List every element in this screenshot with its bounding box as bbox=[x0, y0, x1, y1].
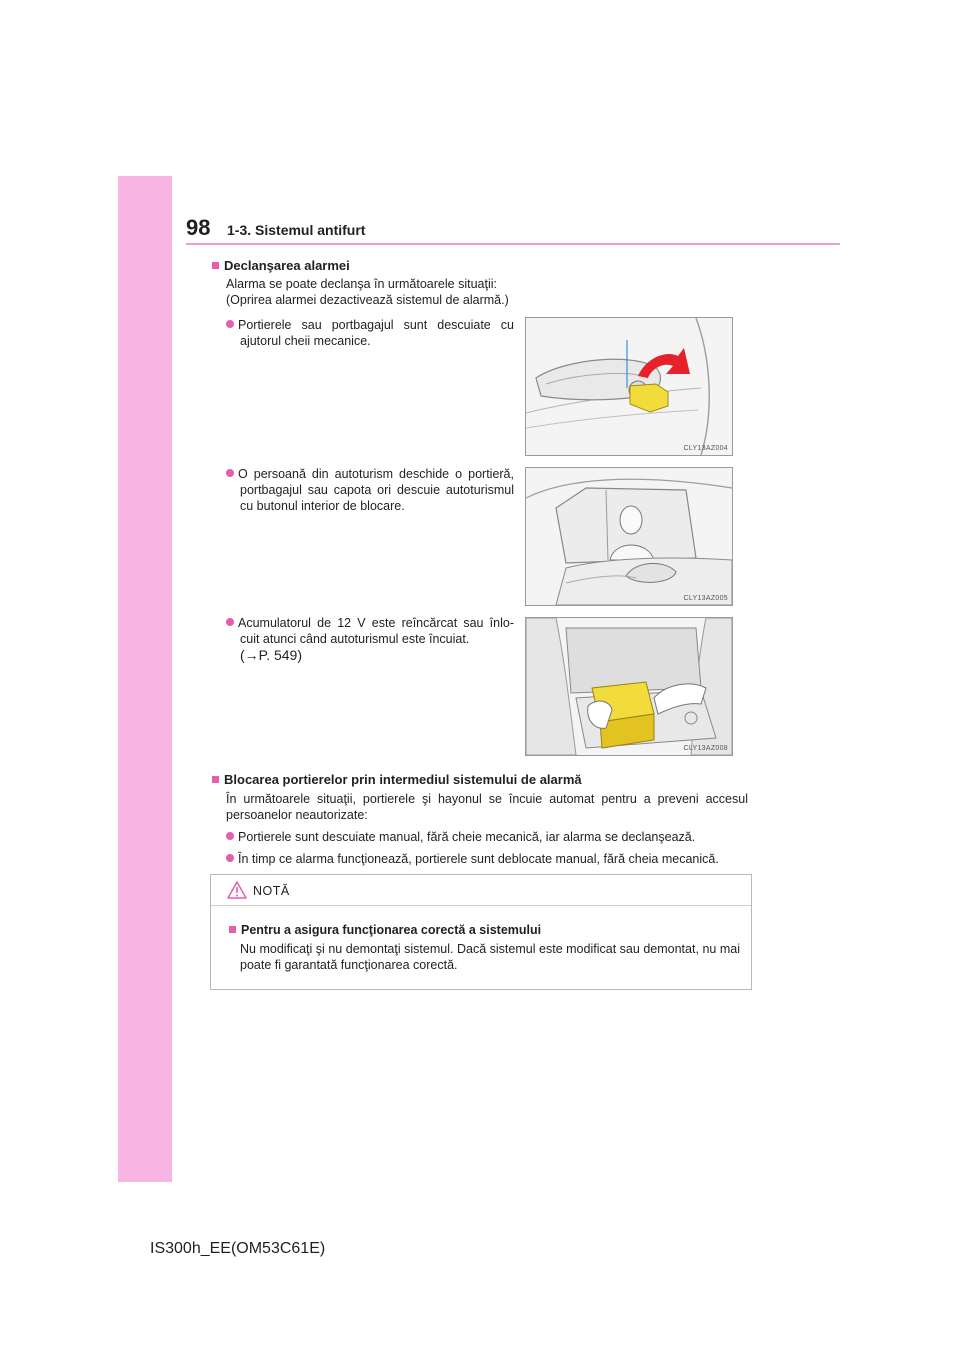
section-title: 1-3. Sistemul antifurt bbox=[227, 222, 366, 238]
alarm-trigger-intro bbox=[226, 276, 526, 308]
note-heading bbox=[229, 923, 541, 937]
figure-code: CLY13AZ005 bbox=[683, 595, 728, 602]
round-bullet-icon bbox=[226, 854, 234, 862]
note-label: NOTĂ bbox=[253, 884, 290, 898]
door-lock-bullet-1-text: Portierele sunt descuiate manual, fără cheie mecanică, iar alarma se declanşează. bbox=[238, 830, 696, 844]
square-bullet-icon bbox=[212, 262, 219, 269]
note-box bbox=[210, 874, 752, 990]
alarm-trigger-intro-line2: (Oprirea alarmei dezactivează sistemul de alarmă.) bbox=[226, 293, 509, 307]
trunk-battery-illustration bbox=[526, 618, 732, 755]
figure-code: CLY13AZ004 bbox=[683, 445, 728, 452]
figure-battery-trunk bbox=[525, 617, 733, 756]
door-lock-bullet-2 bbox=[226, 851, 748, 867]
chapter-sidebar-tab bbox=[118, 176, 172, 1182]
round-bullet-icon bbox=[226, 832, 234, 840]
round-bullet-icon bbox=[226, 618, 234, 626]
figure-person-inside-car bbox=[525, 467, 733, 606]
alarm-trigger-intro-line1: Alarma se poate declanşa în următoarele situaţii: bbox=[226, 277, 497, 291]
door-lock-intro: În următoarele situaţii, portierele şi hayonul se încuie automat pentru a preveni accesul persoanelor neautorizate: bbox=[226, 792, 748, 822]
figure-code: CLY13AZ008 bbox=[683, 745, 728, 752]
alarm-trigger-bullet-1 bbox=[226, 317, 514, 349]
alarm-trigger-bullet-3 bbox=[226, 615, 514, 663]
alarm-trigger-heading-text: Declanşarea alarmei bbox=[224, 258, 350, 273]
note-header bbox=[211, 875, 751, 906]
note-heading-text: Pentru a asigura funcţionarea corectă a sistemului bbox=[241, 923, 542, 937]
note-text: Nu modificaţi şi nu demontaţi sistemul. Dacă sistemul este modificat sau demontat, nu mai poate fi garantată funcţionarea corectă. bbox=[240, 942, 740, 972]
door-handle-illustration bbox=[526, 318, 732, 455]
square-bullet-icon bbox=[229, 926, 236, 933]
header-divider bbox=[186, 243, 840, 245]
warning-triangle-icon bbox=[227, 881, 247, 899]
bullet-2-text: O persoană din autoturism deschide o portieră, portbagajul sau capota ori descuie autoturismul cu butonul interior de blocare. bbox=[238, 467, 514, 513]
figure-mechanical-key-door bbox=[525, 317, 733, 456]
door-lock-bullet-1 bbox=[226, 829, 748, 845]
page-reference: (→P. 549) bbox=[240, 647, 302, 663]
page-number: 98 bbox=[186, 215, 211, 240]
alarm-trigger-heading bbox=[212, 258, 350, 273]
square-bullet-icon bbox=[212, 776, 219, 783]
car-interior-illustration bbox=[526, 468, 732, 605]
door-lock-bullet-2-text: În timp ce alarma funcţionează, portierele sunt deblocate manual, fără cheia mecanică. bbox=[238, 852, 719, 866]
bullet-3-text: Acumulatorul de 12 V este reîncărcat sau înlo-cuit atunci când autoturismul este încuiat. bbox=[238, 616, 514, 646]
door-lock-heading-text: Blocarea portierelor prin intermediul sistemului de alarmă bbox=[224, 772, 582, 787]
bullet-1-text: Portierele sau portbagajul sunt descuiate cu ajutorul cheii mecanice. bbox=[238, 318, 514, 348]
door-lock-heading bbox=[212, 772, 582, 787]
round-bullet-icon bbox=[226, 469, 234, 477]
footer-model-code: IS300h_EE(OM53C61E) bbox=[150, 1240, 326, 1257]
round-bullet-icon bbox=[226, 320, 234, 328]
alarm-trigger-bullet-2 bbox=[226, 466, 514, 514]
